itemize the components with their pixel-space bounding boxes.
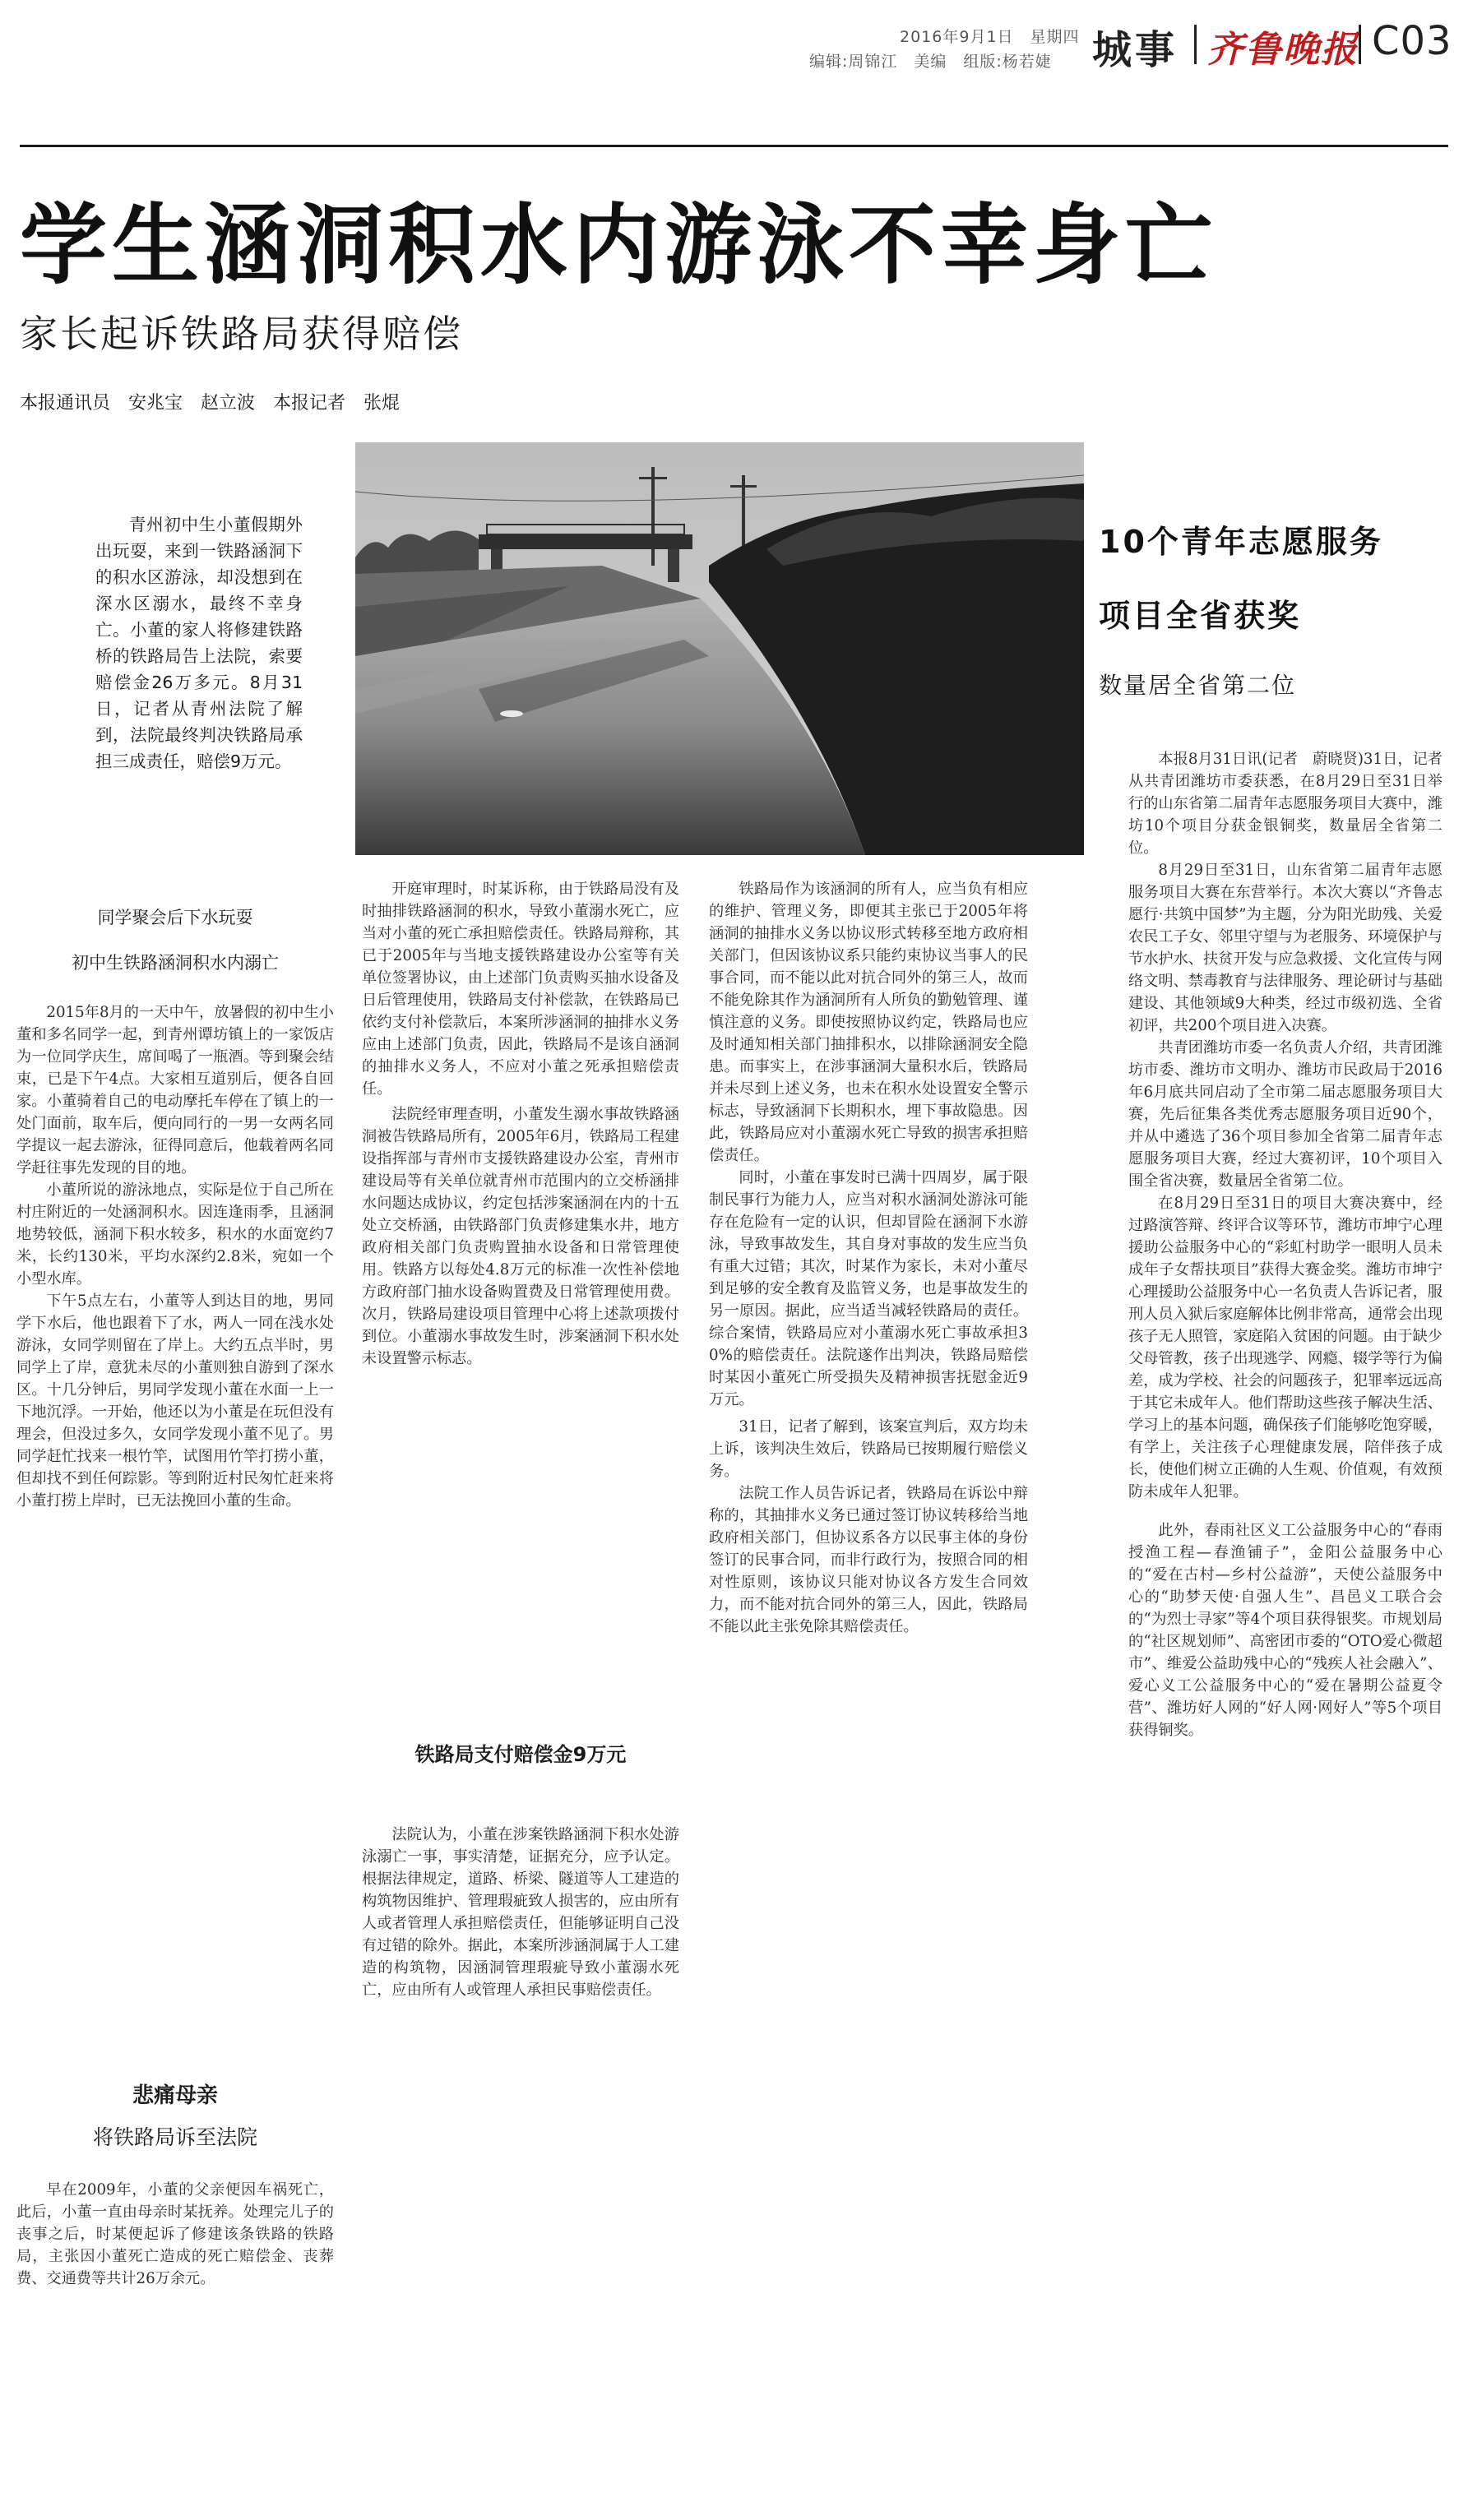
section2-body (16, 2179, 334, 2290)
paragraph: 法院经审理查明，小董发生溺水事故铁路涵洞被告铁路局所有，2005年6月，铁路局工程建设指挥部与青州市支援铁路建设办公室，青州市建设局等有关单位就青州市范围内的立交桥涵排水问题达成协议，约定包括涉案涵洞在内的十五处立交桥涵，由铁路部门负责修建集水井，地方政府相关部门负责购置抽水设备和日常管理使用。铁路方以每处4.8万元的标准一次性补偿地方政府部门抽水设备购置费及日常管理使用费。次月，铁路局建设项目管理中心将上述款项拨付到位。小董溺水事故发生时，涉案涵洞下积水处未设置警示标志。 (362, 1106, 679, 1367)
paragraph: 此外，春雨社区义工公益服务中心的“春雨授渔工程—春渔铺子”，金阳公益服务中心的“爱在古村—乡村公益游”，天使公益服务中心的“助梦天使·自强人生”、昌邑义工联合会的“为烈士寻家”等4个项目获得银奖。市规划局的“社区规划师”、高密团市委的“OTO爱心微超市”、维爱公益助残中心的“残疾人社会融入”、爱心义工公益服务中心的“爱在暑期公益夏令营”、潍坊好人网的“好人网·网好人”等5个项目获得铜奖。 (1128, 1522, 1443, 1739)
section1-heading: 同学聚会后下水玩耍 (97, 908, 253, 927)
culvert-photo (355, 442, 1084, 855)
paragraph: 铁路局作为该涵洞的所有人，应当负有相应的维护、管理义务，即便其主张已于2005年将涵洞的抽排水义务以协议形式转移至地方政府相关部门，但因该协议系只能约束协议当事人的民事合同，而不能以此对抗合同外的第三人，故而不能免除其作为涵洞所有人所负的勤勉管理、谨慎注意的义务。即使按照协议约定，铁路局也应及时通知相关部门抽排积水，以排除涵洞安全隐患。而事实上，在涉事涵洞大量积水后，铁路局并未尽到上述义务，也未在积水处设置安全警示标志，导致涵洞下长期积水，埋下事故隐患。因此，铁路局应对小董溺水死亡导致的损害承担赔偿责任。 (709, 881, 1028, 1164)
issue-date: 2016年9月1日 星期四 (900, 28, 1080, 46)
paragraph: 法院认为，小董在涉案铁路涵洞下积水处游泳溺亡一事，事实清楚，证据充分，应予认定。根据法律规定，道路、桥梁、隧道等人工建造的构筑物因维护、管理瑕疵致人损害的，应由所有人或者管理人承担赔偿责任，但能够证明自己没有过错的除外。据此，本案所涉涵洞属于人工建造的构筑物，因涵洞管理瑕疵导致小董溺水死亡，应由所有人或管理人承担民事赔偿责任。 (362, 1826, 679, 1999)
section3-heading: 铁路局支付赔偿金9万元 (414, 1743, 627, 1766)
headline: 学生涵洞积水内游泳不幸身亡 (20, 195, 1217, 296)
masthead-divider (1359, 25, 1361, 64)
sidebar-subtitle: 数量居全省第二位 (1099, 672, 1297, 699)
paragraph: 小董所说的游泳地点，实际是位于自己所在村庄附近的一处涵洞积水。因连逢雨季，且涵洞地势较低，涵洞下积水较多，积水的水面宽约7米，长约130米，平均水深约2.8米，宛如一个小型水库。 (16, 1181, 334, 1288)
paragraph: 早在2009年，小董的父亲便因车祸死亡，此后，小董一直由母亲时某抚养。处理完儿子的丧事之后，时某便起诉了修建该条铁路的铁路局，主张因小董死亡造成的死亡赔偿金、丧葬费、交通费等共计26万余元。 (16, 2181, 334, 2287)
column2-body (362, 878, 679, 1370)
subheadline: 家长起诉铁路局获得赔偿 (20, 312, 463, 356)
paragraph: 8月29日至31日，山东省第二届青年志愿服务项目大赛在东营举行。本次大赛以“齐鲁志愿行·共筑中国梦”为主题，分为阳光助残、关爱农民工子女、邻里守望与为老服务、环境保护与节水护水、扶贫开发与应急救援、文化宣传与网络文明、禁毒教育与法律服务、理论研讨与基础建设、其他领域9大种类，经过市级初选、全省初评，共200个项目进入决赛。 (1128, 862, 1443, 1034)
section1-subheading: 初中生铁路涵洞积水内溺亡 (72, 953, 279, 973)
masthead-divider (1194, 25, 1197, 64)
page-number: C03 (1372, 18, 1452, 64)
section1-body (16, 1001, 334, 1512)
paragraph: 本报8月31日讯(记者 蔚晓贤)31日，记者从共青团潍坊市委获悉，在8月29日至31日举行的山东省第二届青年志愿服务项目大赛中，潍坊10个项目分获金银铜奖，数量居全省第二位。 (1128, 751, 1443, 857)
column3-body (709, 878, 1028, 1638)
paragraph: 2015年8月的一天中午，放暑假的初中生小董和多名同学一起，到青州谭坊镇上的一家饭店为一位同学庆生，席间喝了一瓶酒。等到聚会结束，已是下午4点。大家相互道别后，便各自回家。小董骑着自己的电动摩托车停在了镇上的一处门面前，取车后，便向同行的一男一女两名同学提议一起去游泳，征得同意后，他载着两名同学赶往事先发现的目的地。 (16, 1004, 334, 1177)
paragraph: 共青团潍坊市委一名负责人介绍，共青团潍坊市委、潍坊市文明办、潍坊市民政局于2016年6月底共同启动了全市第二届志愿服务项目大赛，先后征集各类优秀志愿服务项目近90个，并从中遴选了36个项目参加全省第二届青年志愿服务项目大赛，经过大赛初评，10个项目入围全省决赛，数量居全省第二位。 (1128, 1039, 1443, 1190)
sidebar-body (1128, 748, 1443, 1741)
paragraph: 在8月29日至31日的项目大赛决赛中，经过路演答辩、终评合议等环节，潍坊市坤宁心理援助公益服务中心的“彩虹村助学一眼明人员未成年子女帮扶项目”获得大赛金奖。潍坊市坤宁心理援助公益服务中心一名负责人告诉记者，服刑人员入狱后家庭解体比例非常高，通常会出现孩子无人照管，家庭陷入贫困的问题。由于缺少父母管教，孩子出现逃学、网瘾、辍学等行为偏差，成为学校、社会的问题孩子，犯罪率远远高于其它未成年人。他们帮助这些孩子解决生活、学习上的基本问题，确保孩子们能够吃饱穿暖，有学上，关注孩子心理健康发展，陪伴孩子成长，使他们树立正确的人生观、价值观，有效预防未成年人犯罪。 (1128, 1195, 1443, 1500)
paragraph: 法院工作人员告诉记者，铁路局在诉讼中辩称的，其抽排水义务已通过签订协议转移给当地政府相关部门，但协议系各方以民事主体的身份签订的民事合同，而非行政行为，按照合同的相对性原则，该协议只能对协议各方发生合同效力，而不能对抗合同外的第三人，因此，铁路局不能以此主张免除其赔偿责任。 (709, 1485, 1028, 1635)
paragraph: 开庭审理时，时某诉称，由于铁路局没有及时抽排铁路涵洞的积水，导致小董溺水死亡，应当对小董的死亡承担赔偿责任。铁路局辩称，其已于2005年与当地支援铁路建设办公室等有关单位签署协议，由上述部门负责购买抽水设备及日后管理使用，铁路局支付补偿款，在铁路局已依约支付补偿款后，本案所涉涵洞的抽排水义务应由上述部门负责，因此，铁路局不是该自涵洞的抽排水义务人，不应对小董之死承担赔偿责任。 (362, 881, 679, 1098)
culvert-photo-drawing (355, 442, 1084, 855)
masthead-rule (20, 145, 1448, 147)
editor-credits: 编辑:周锦江 美编 组版:杨若婕 (809, 53, 1052, 71)
paragraph: 31日，记者了解到，该案宣判后，双方均未上诉，该判决生效后，铁路局已按期履行赔偿义务。 (709, 1418, 1028, 1480)
newspaper-logo: 齐鲁晚报 (1207, 29, 1359, 71)
section2-heading: 悲痛母亲 (132, 2083, 218, 2108)
section3-body (362, 1824, 679, 2001)
lead-summary: 青州初中生小董假期外出玩耍，来到一铁路涵洞下的积水区游泳，却没想到在深水区溺水，最终不幸身亡。小董的家人将修建铁路桥的铁路局告上法院，索要赔偿金26万多元。8月31日，记者从青州法院了解到，法院最终判决铁路局承担三成责任，赔偿9万元。 (95, 515, 303, 771)
byline: 本报通讯员 安兆宝 赵立波 本报记者 张焜 (20, 393, 401, 414)
sidebar-title-line1: 10个青年志愿服务 (1099, 524, 1383, 560)
section-title: 城事 (1092, 27, 1179, 73)
paragraph: 同时，小董在事发时已满十四周岁，属于限制民事行为能力人，应当对积水涵洞处游泳可能存在危险有一定的认识，但却冒险在涵洞下水游泳，导致事故发生，其自身对事故的发生应当负有重大过错；其次，时某作为家长，未对小董尽到足够的安全教育及监管义务，也是事故发生的另一原因。据此，应当适当减轻铁路局的责任。综合案情，铁路局应对小董溺水死亡事故承担30%的赔偿责任。法院遂作出判决，铁路局赔偿时某因小董死亡所受损失及精神损害抚慰金近9万元。 (709, 1169, 1028, 1408)
paragraph: 下午5点左右，小董等人到达目的地，男同学下水后，他也跟着下了水，两人一同在浅水处游泳，女同学则留在了岸上。大约五点半时，男同学上了岸，意犹未尽的小董则独自游到了深水区。十几分钟后，男同学发现小董在水面一上一下地沉浮。一开始，他还以为小董是在玩但没有理会，但没过多久，女同学发现小董不见了。男同学赶忙找来一根竹竿，试图用竹竿打捞小董，但却找不到任何踪影。等到附近村民匆忙赶来将小董打捞上岸时，已无法挽回小董的生命。 (16, 1292, 334, 1510)
section2-subheading: 将铁路局诉至法院 (92, 2125, 257, 2149)
sidebar-title-line2: 项目全省获奖 (1099, 598, 1302, 634)
